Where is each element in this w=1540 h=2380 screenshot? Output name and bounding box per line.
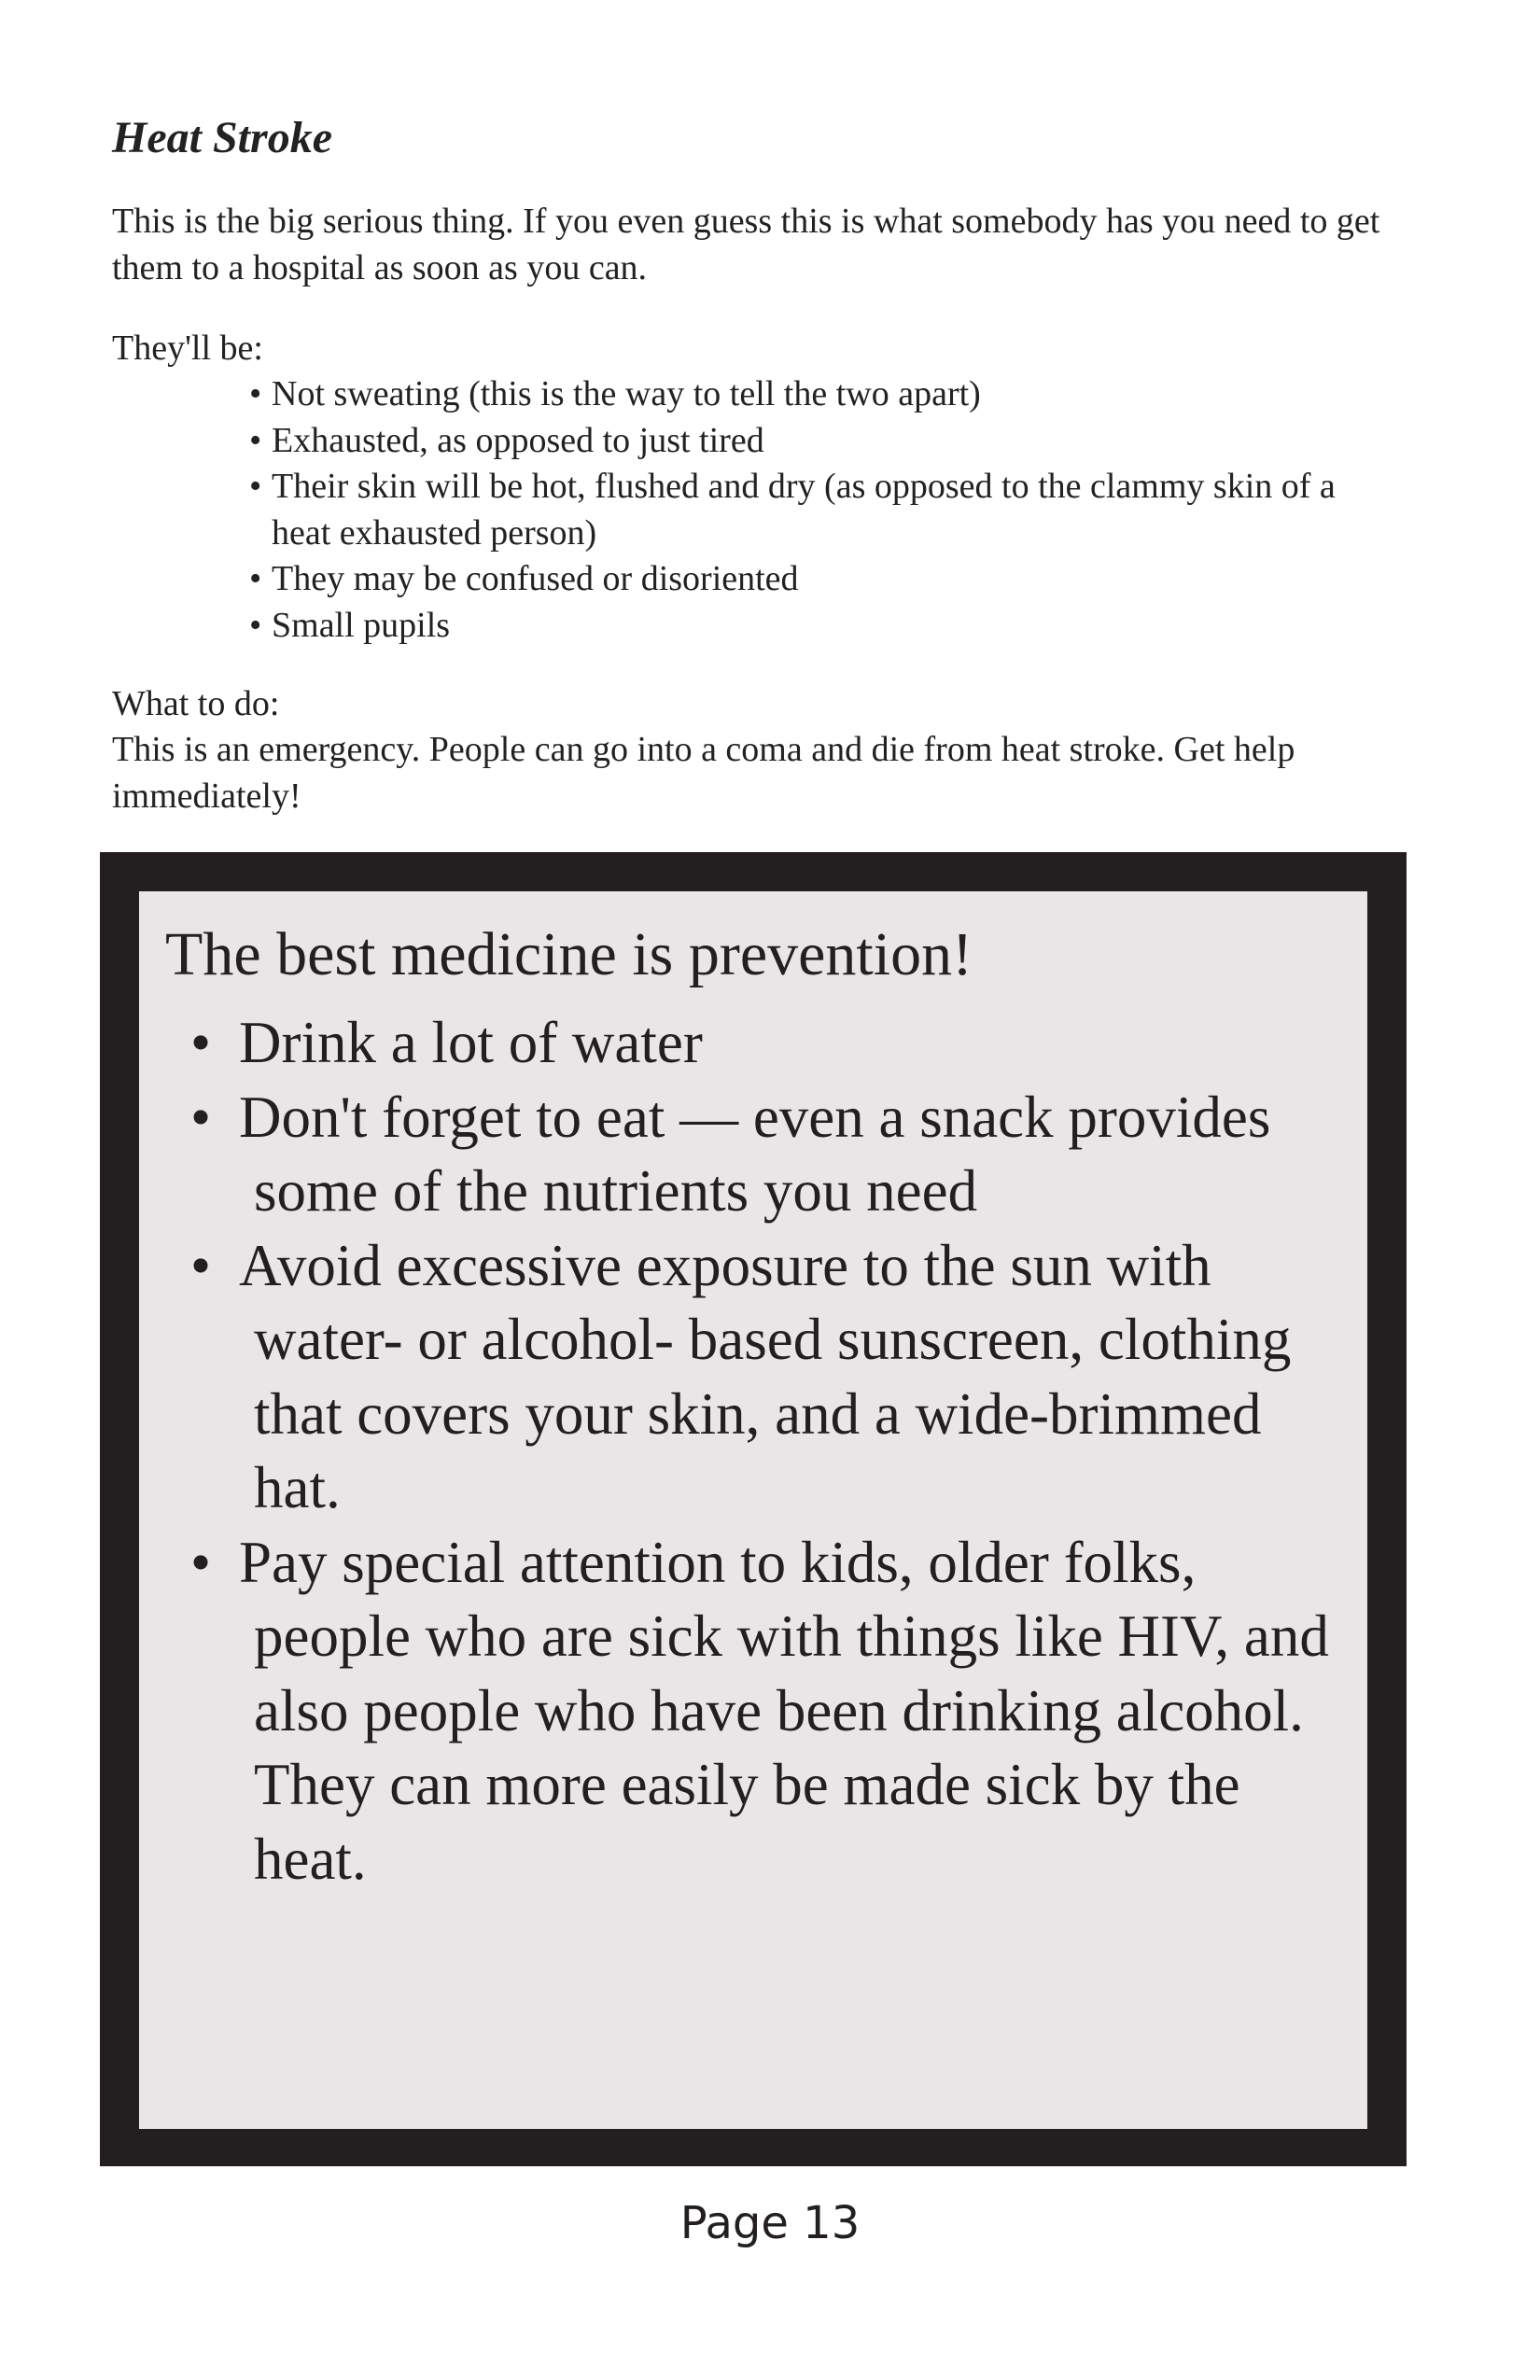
list-item — [249, 371, 1351, 418]
list-item — [249, 603, 1351, 650]
tip-text: Pay special attention to kids, older folks, people who are sick with things like HIV, and also people who have been drinking alcohol. They can more easily be made sick by the heat. — [239, 1529, 1329, 1892]
prevention-callout-border — [100, 852, 1407, 2166]
bullet-icon: • — [190, 1084, 212, 1150]
bullet-icon: • — [190, 1232, 212, 1298]
prevention-callout — [139, 891, 1367, 2129]
list-item — [249, 556, 1351, 603]
bullet-icon: • — [249, 374, 262, 413]
bullet-icon: • — [249, 559, 262, 598]
todo-label: What to do: — [112, 684, 280, 723]
tip-text: Drink a lot of water — [239, 1010, 703, 1075]
symptoms-label: They'll be: — [112, 329, 263, 368]
symptom-text: Not sweating (this is the way to tell the two apart) — [272, 374, 981, 413]
section-heading: Heat Stroke — [112, 113, 332, 162]
list-item — [190, 1081, 1357, 1229]
list-item — [249, 418, 1351, 465]
callout-title: The best medicine is prevention! — [165, 920, 973, 988]
list-item — [190, 1006, 1357, 1081]
todo-paragraph: This is an emergency. People can go into a coma and die from heat stroke. Get help immediately! — [112, 730, 1295, 816]
bullet-icon: • — [249, 467, 262, 506]
page-number: Page 13 — [679, 2197, 861, 2249]
symptom-text: They may be confused or disoriented — [272, 559, 799, 598]
bullet-icon: • — [190, 1010, 212, 1075]
bullet-icon: • — [249, 420, 262, 460]
tips-list — [190, 1006, 1357, 1897]
list-item — [249, 464, 1351, 556]
intro-paragraph: This is the big serious thing. If you even guess this is what somebody has you need to get them to a hospital as soon as you can. — [112, 202, 1380, 287]
symptoms-list — [249, 371, 1351, 649]
tip-text: Don't forget to eat — even a snack provides some of the nutrients you need — [239, 1084, 1271, 1224]
symptom-text: Their skin will be hot, flushed and dry (as opposed to the clammy skin of a heat exhausted person) — [272, 467, 1336, 553]
tip-text: Avoid excessive exposure to the sun with water- or alcohol- based sunscreen, clothing that covers your skin, and a wide-brimmed hat. — [239, 1232, 1292, 1520]
list-item — [190, 1229, 1357, 1526]
bullet-icon: • — [190, 1529, 212, 1595]
symptom-text: Small pupils — [272, 605, 451, 645]
symptom-text: Exhausted, as opposed to just tired — [272, 420, 764, 460]
bullet-icon: • — [249, 605, 262, 645]
list-item — [190, 1526, 1357, 1897]
